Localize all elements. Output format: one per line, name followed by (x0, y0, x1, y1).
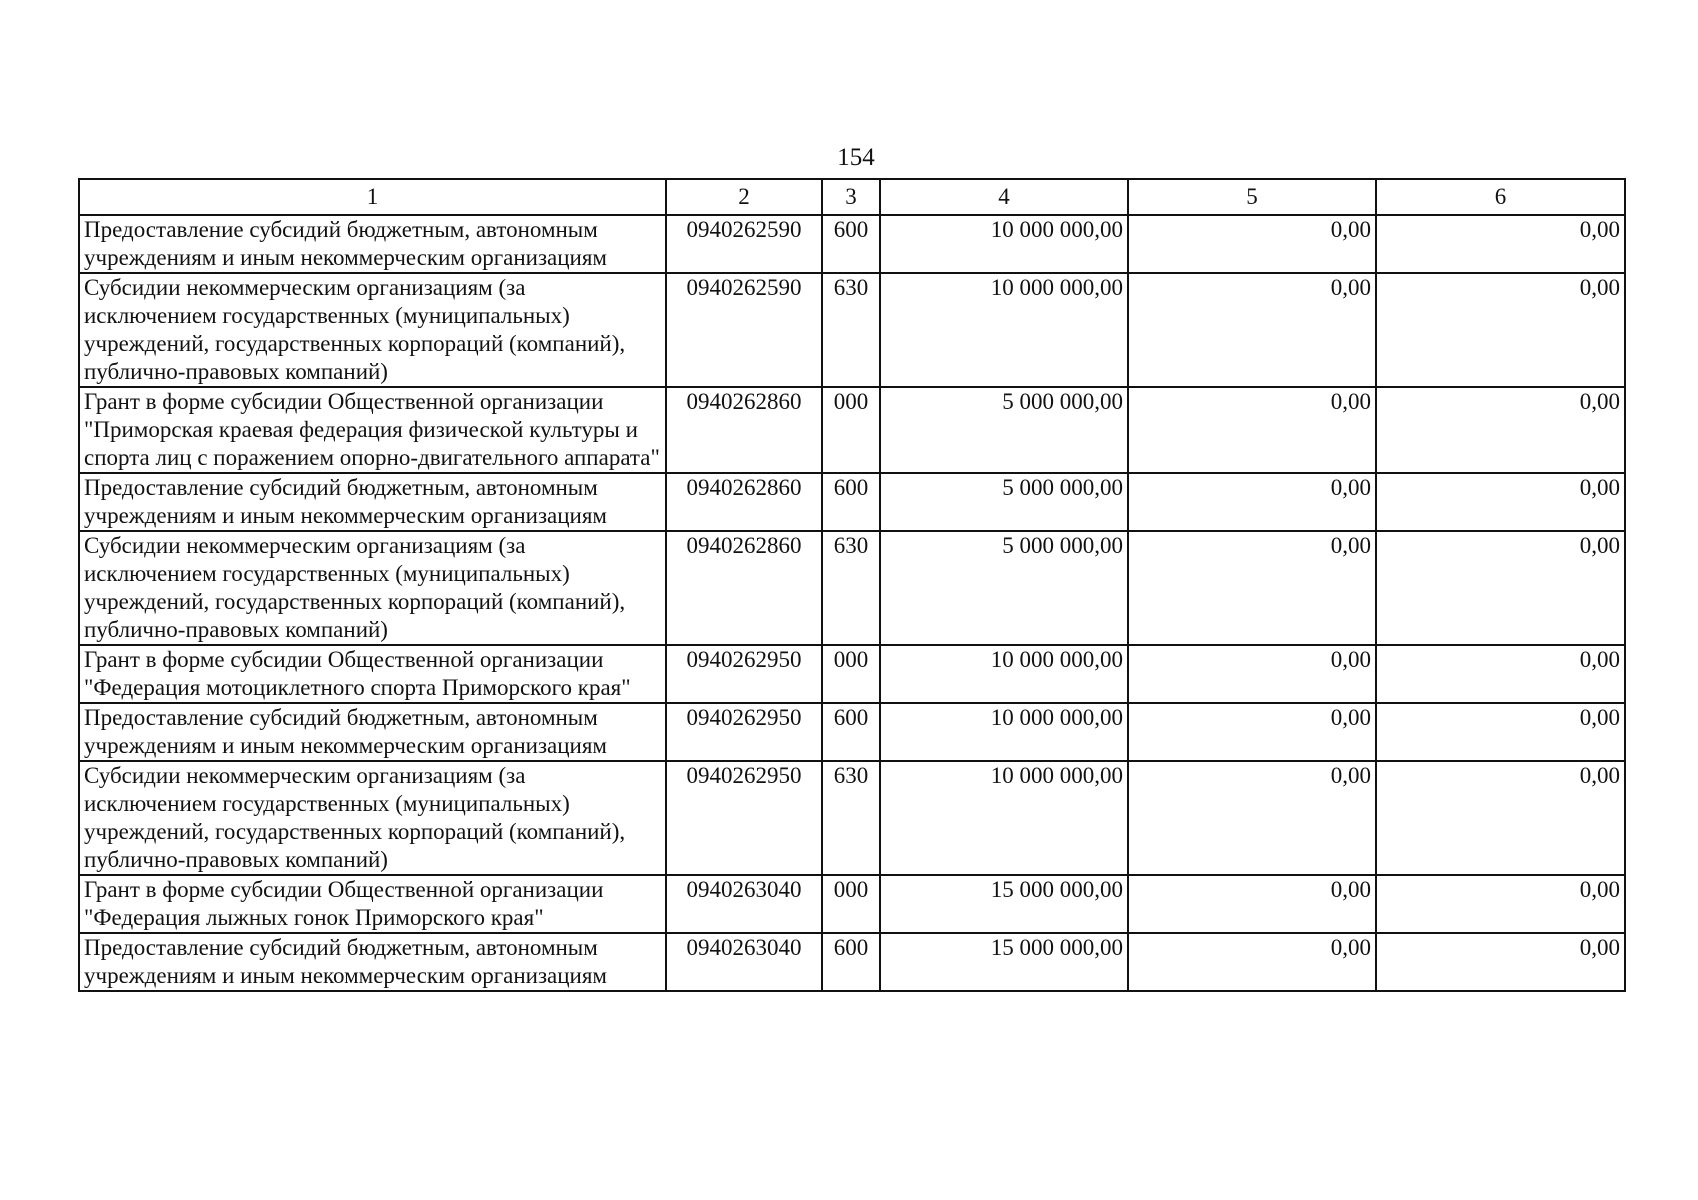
row-amount-col5: 0,00 (1128, 531, 1376, 645)
table-row (79, 215, 1625, 273)
header-col-6: 6 (1376, 179, 1625, 215)
table-row (79, 703, 1625, 761)
row-amount-col4: 10 000 000,00 (880, 703, 1128, 761)
row-code: 0940263040 (666, 933, 822, 991)
row-amount-col5: 0,00 (1128, 215, 1376, 273)
row-amount-col5: 0,00 (1128, 387, 1376, 473)
row-amount-col4: 10 000 000,00 (880, 761, 1128, 875)
table-row (79, 531, 1625, 645)
row-amount-col5: 0,00 (1128, 273, 1376, 387)
row-amount-col4: 5 000 000,00 (880, 473, 1128, 531)
row-type: 630 (822, 273, 880, 387)
table-row (79, 933, 1625, 991)
row-name: Субсидии некоммерческим организациям (за исключением государственных (муниципальных) учреждений, государственных корпораций (компаний), публично-правовых компаний) (79, 273, 666, 387)
row-name: Предоставление субсидий бюджетным, автономным учреждениям и иным некоммерческим организациям (79, 473, 666, 531)
table-body (79, 215, 1625, 991)
row-amount-col4: 5 000 000,00 (880, 387, 1128, 473)
row-amount-col4: 10 000 000,00 (880, 273, 1128, 387)
row-type: 630 (822, 761, 880, 875)
row-type: 000 (822, 387, 880, 473)
row-code: 0940262950 (666, 645, 822, 703)
row-type: 000 (822, 645, 880, 703)
row-code: 0940262950 (666, 761, 822, 875)
row-name: Предоставление субсидий бюджетным, автономным учреждениям и иным некоммерческим организациям (79, 933, 666, 991)
row-amount-col6: 0,00 (1376, 933, 1625, 991)
row-name: Предоставление субсидий бюджетным, автономным учреждениям и иным некоммерческим организациям (79, 703, 666, 761)
row-code: 0940262590 (666, 273, 822, 387)
row-amount-col6: 0,00 (1376, 273, 1625, 387)
header-col-5: 5 (1128, 179, 1376, 215)
row-amount-col5: 0,00 (1128, 933, 1376, 991)
row-code: 0940262860 (666, 387, 822, 473)
row-type: 600 (822, 703, 880, 761)
row-amount-col6: 0,00 (1376, 531, 1625, 645)
header-col-1: 1 (79, 179, 666, 215)
row-name: Грант в форме субсидии Общественной организации "Федерация лыжных гонок Приморского края" (79, 875, 666, 933)
header-col-4: 4 (880, 179, 1128, 215)
row-amount-col5: 0,00 (1128, 761, 1376, 875)
row-amount-col4: 15 000 000,00 (880, 875, 1128, 933)
row-amount-col5: 0,00 (1128, 875, 1376, 933)
row-name: Субсидии некоммерческим организациям (за исключением государственных (муниципальных) учреждений, государственных корпораций (компаний), публично-правовых компаний) (79, 531, 666, 645)
header-col-3: 3 (822, 179, 880, 215)
row-amount-col5: 0,00 (1128, 703, 1376, 761)
row-amount-col6: 0,00 (1376, 761, 1625, 875)
row-type: 000 (822, 875, 880, 933)
table-header (79, 179, 1625, 215)
row-amount-col6: 0,00 (1376, 875, 1625, 933)
row-amount-col5: 0,00 (1128, 645, 1376, 703)
table-row (79, 387, 1625, 473)
row-amount-col6: 0,00 (1376, 387, 1625, 473)
row-type: 600 (822, 473, 880, 531)
row-code: 0940262950 (666, 703, 822, 761)
row-amount-col6: 0,00 (1376, 473, 1625, 531)
table-row (79, 473, 1625, 531)
row-amount-col4: 10 000 000,00 (880, 645, 1128, 703)
row-code: 0940262590 (666, 215, 822, 273)
table-row (79, 645, 1625, 703)
header-col-2: 2 (666, 179, 822, 215)
row-amount-col6: 0,00 (1376, 645, 1625, 703)
row-amount-col6: 0,00 (1376, 215, 1625, 273)
row-code: 0940262860 (666, 473, 822, 531)
row-code: 0940262860 (666, 531, 822, 645)
row-amount-col5: 0,00 (1128, 473, 1376, 531)
row-type: 600 (822, 933, 880, 991)
row-amount-col4: 5 000 000,00 (880, 531, 1128, 645)
row-name: Субсидии некоммерческим организациям (за исключением государственных (муниципальных) учреждений, государственных корпораций (компаний), публично-правовых компаний) (79, 761, 666, 875)
row-name: Грант в форме субсидии Общественной организации "Федерация мотоциклетного спорта Приморского края" (79, 645, 666, 703)
row-amount-col4: 15 000 000,00 (880, 933, 1128, 991)
row-name: Грант в форме субсидии Общественной организации "Приморская краевая федерация физической культуры и спорта лиц с поражением опорно-двигательного аппарата" (79, 387, 666, 473)
row-type: 630 (822, 531, 880, 645)
row-name: Предоставление субсидий бюджетным, автономным учреждениям и иным некоммерческим организациям (79, 215, 666, 273)
budget-table (78, 178, 1626, 992)
page-number: 154 (837, 144, 875, 171)
row-amount-col6: 0,00 (1376, 703, 1625, 761)
table-row (79, 273, 1625, 387)
header-row (79, 179, 1625, 215)
table-row (79, 875, 1625, 933)
row-code: 0940263040 (666, 875, 822, 933)
row-type: 600 (822, 215, 880, 273)
row-amount-col4: 10 000 000,00 (880, 215, 1128, 273)
table-row (79, 761, 1625, 875)
